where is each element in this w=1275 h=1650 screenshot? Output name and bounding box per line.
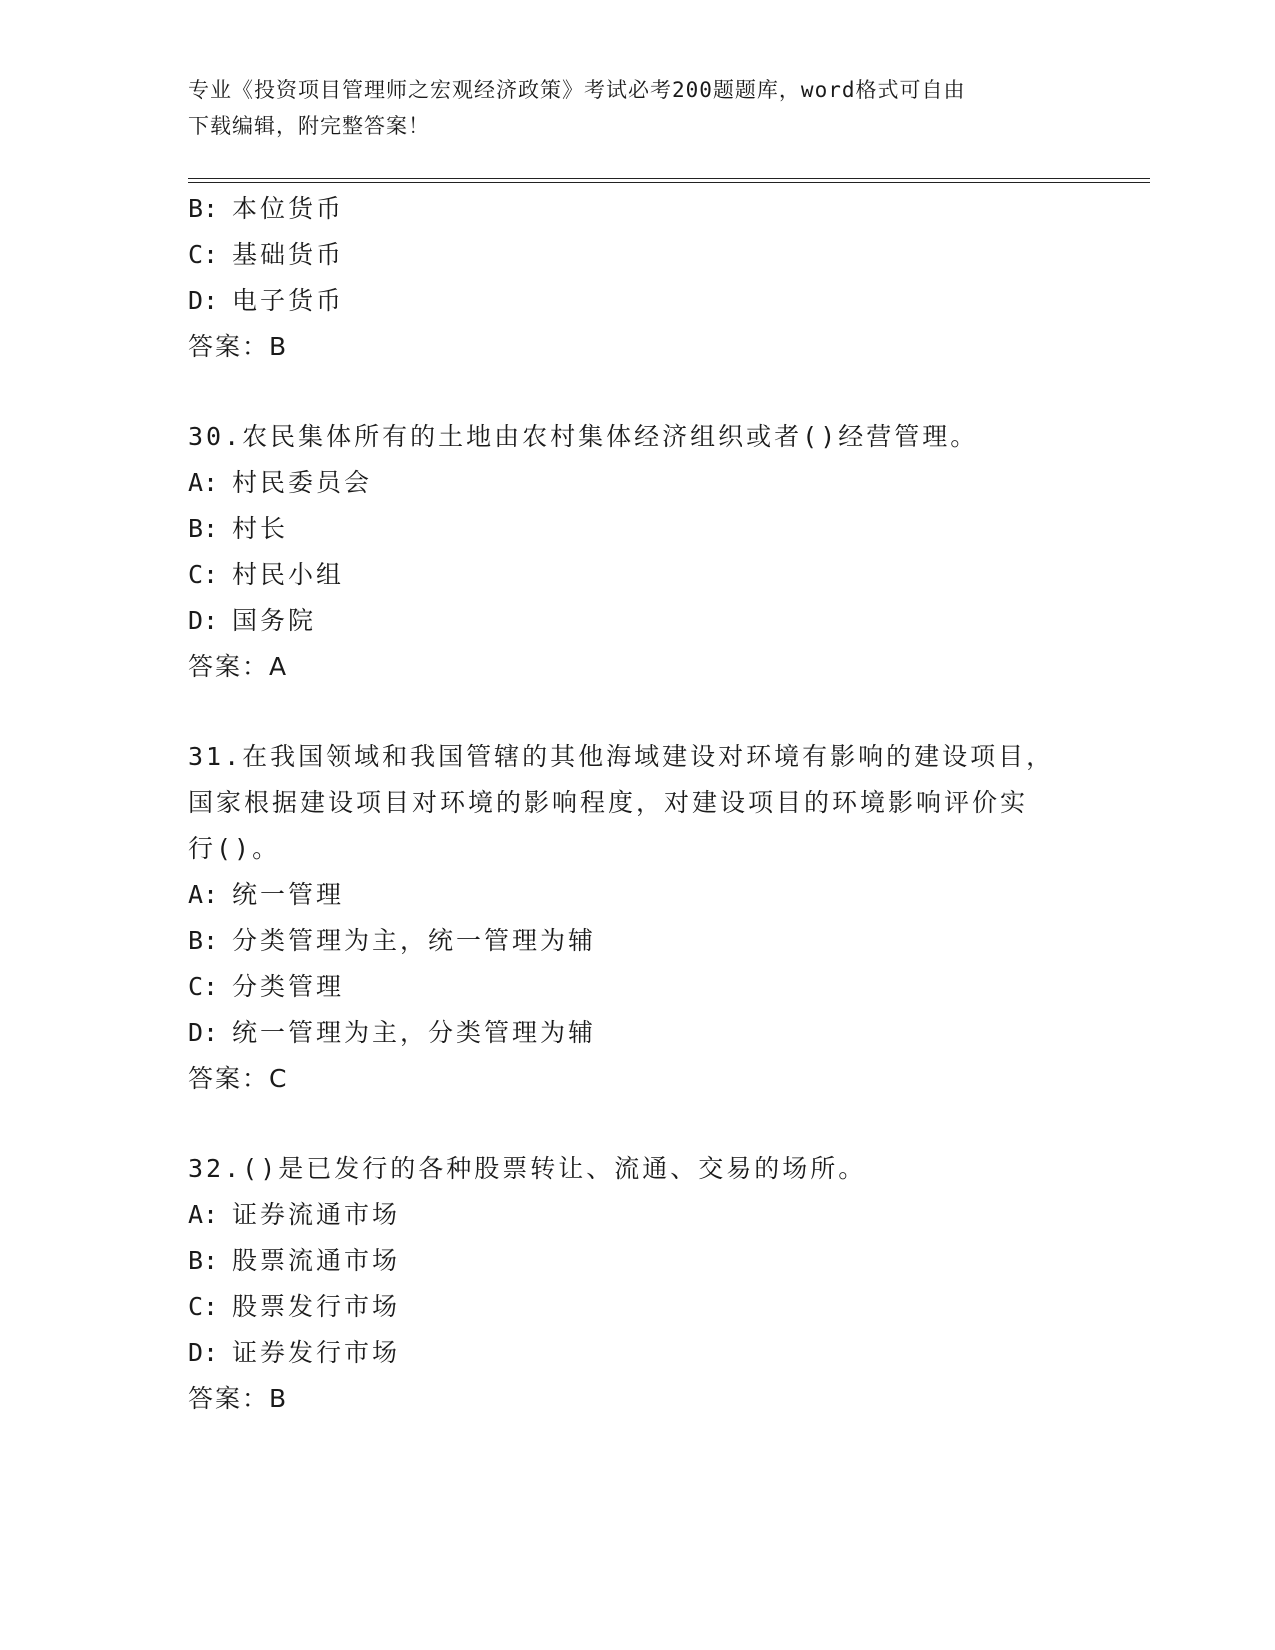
option-key: C: — [188, 560, 219, 589]
question-30 — [188, 414, 1068, 690]
header-line-1: 专业《投资项目管理师之宏观经济政策》考试必考200题题库，word格式可自由 — [188, 78, 966, 102]
option-key: D: — [188, 1018, 219, 1047]
option-text: 村长 — [232, 514, 289, 543]
option-c — [188, 552, 1068, 598]
answer-line: 答案：A — [188, 652, 289, 681]
question-text-line-1: 31.在我国领域和我国管辖的其他海域建设对环境有影响的建设项目， — [188, 742, 1055, 771]
option-d — [188, 278, 1068, 324]
question-31 — [188, 734, 1068, 1102]
option-text: 证券发行市场 — [232, 1338, 401, 1367]
option-text: 统一管理为主，分类管理为辅 — [232, 1018, 597, 1047]
option-text: 电子货币 — [232, 286, 345, 315]
option-key: D: — [188, 1338, 219, 1367]
option-c — [188, 964, 1068, 1010]
question-list — [188, 186, 1068, 1422]
header-line-2: 下载编辑，附完整答案！ — [188, 114, 430, 138]
option-key: B: — [188, 926, 219, 955]
option-key: A: — [188, 468, 219, 497]
option-key: A: — [188, 880, 219, 909]
option-d — [188, 1330, 1068, 1376]
question-29-tail — [188, 186, 1068, 370]
option-text: 国务院 — [232, 606, 317, 635]
question-text: 30.农民集体所有的土地由农村集体经济组织或者()经营管理。 — [188, 422, 979, 451]
option-key: D: — [188, 286, 219, 315]
question-text-line-3: 行()。 — [188, 834, 281, 863]
option-d — [188, 1010, 1068, 1056]
option-text: 股票发行市场 — [232, 1292, 401, 1321]
option-text: 基础货币 — [232, 240, 345, 269]
spacer — [188, 690, 1068, 734]
option-a — [188, 1192, 1068, 1238]
spacer — [188, 370, 1068, 414]
answer-line: 答案：B — [188, 332, 289, 361]
option-key: A: — [188, 1200, 219, 1229]
document-header — [188, 72, 1068, 144]
option-key: D: — [188, 606, 219, 635]
option-key: C: — [188, 1292, 219, 1321]
option-b — [188, 1238, 1068, 1284]
option-key: B: — [188, 194, 219, 223]
option-text: 股票流通市场 — [232, 1246, 401, 1275]
option-c — [188, 1284, 1068, 1330]
option-text: 分类管理为主，统一管理为辅 — [232, 926, 597, 955]
option-c — [188, 232, 1068, 278]
question-text-line-2: 国家根据建设项目对环境的影响程度，对建设项目的环境影响评价实 — [188, 788, 1029, 817]
option-key: C: — [188, 972, 219, 1001]
option-text: 统一管理 — [232, 880, 345, 909]
option-text: 村民委员会 — [232, 468, 373, 497]
option-key: B: — [188, 514, 219, 543]
option-b — [188, 918, 1068, 964]
option-text: 村民小组 — [232, 560, 345, 589]
question-32 — [188, 1146, 1068, 1422]
option-key: B: — [188, 1246, 219, 1275]
option-text: 分类管理 — [232, 972, 345, 1001]
option-d — [188, 598, 1068, 644]
option-key: C: — [188, 240, 219, 269]
option-a — [188, 460, 1068, 506]
option-text: 本位货币 — [232, 194, 345, 223]
option-a — [188, 872, 1068, 918]
option-text: 证券流通市场 — [232, 1200, 401, 1229]
answer-line: 答案：B — [188, 1384, 289, 1413]
option-b — [188, 186, 1068, 232]
option-b — [188, 506, 1068, 552]
answer-line: 答案：C — [188, 1064, 289, 1093]
header-divider-top — [188, 178, 1150, 179]
spacer — [188, 1102, 1068, 1146]
question-text: 32.()是已发行的各种股票转让、流通、交易的场所。 — [188, 1154, 867, 1183]
header-divider-bottom — [188, 182, 1150, 183]
